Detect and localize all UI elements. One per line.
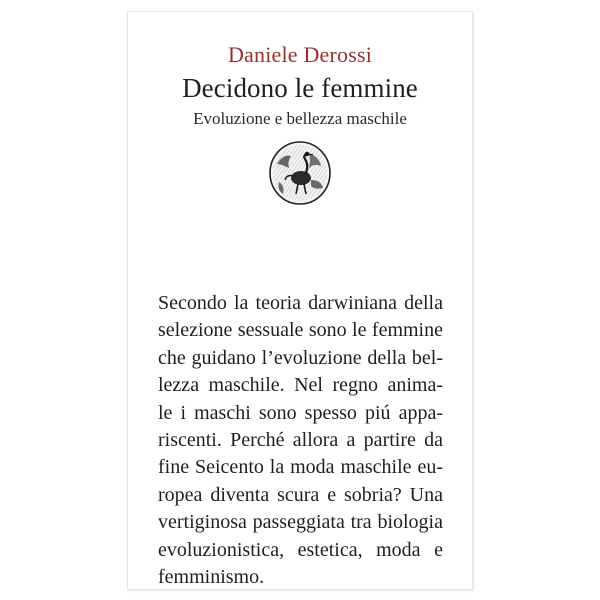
blurb-line: ropea diventa scura e sobria? Una [158, 483, 443, 506]
blurb-text [158, 290, 443, 591]
blurb-line: fine Seicento la moda maschile eu- [158, 456, 443, 479]
blurb-line: le i maschi sono spesso piú appa- [158, 401, 443, 424]
book-title: Decidono le femmine [182, 73, 418, 103]
book-cover [128, 12, 472, 589]
blurb-line: riscenti. Perché allora a partire da [158, 429, 443, 452]
blurb-line: selezione sessuale sono le femmine [158, 319, 443, 342]
blurb-line: vertiginosa passeggiata tra biologia [158, 511, 443, 534]
ostrich-emblem-icon [267, 140, 333, 206]
blurb-line: Secondo la teoria darwiniana della [158, 292, 443, 314]
blurb-line: femminismo. [158, 566, 265, 589]
book-subtitle: Evoluzione e bellezza maschile [193, 109, 407, 128]
blurb-line: lezza maschile. Nel regno anima- [158, 374, 443, 397]
blurb-line: che guidano l’evoluzione della bel- [158, 346, 443, 369]
author-name: Daniele Derossi [227, 42, 373, 67]
blurb-line: evoluzionistica, estetica, moda e [158, 538, 443, 561]
